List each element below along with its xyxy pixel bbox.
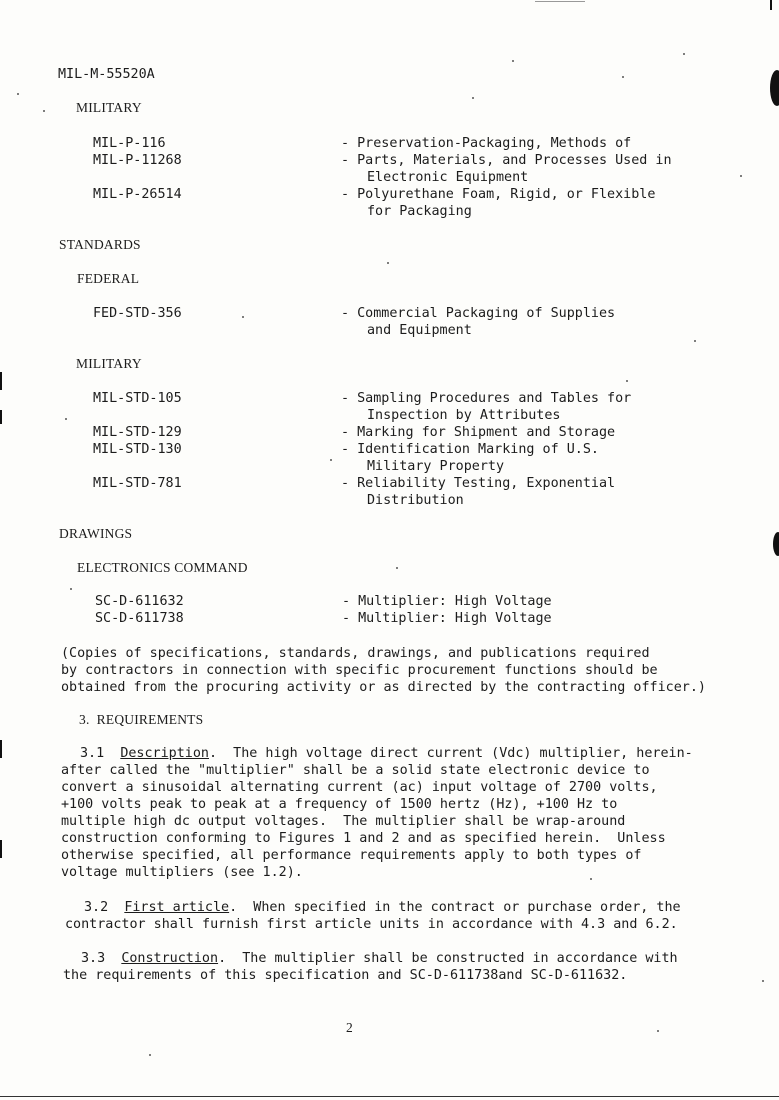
paragraph-number: 3.1: [80, 746, 105, 761]
ref-desc: - Multiplier: High Voltage: [342, 594, 552, 609]
speck: [626, 380, 628, 382]
paragraph-line: after called the "multiplier" shall be a solid state electronic device to: [61, 763, 650, 778]
paragraph-line: the requirements of this specification and SC-D-611738and SC-D-611632.: [63, 968, 628, 983]
ref-desc: - Marking for Shipment and Storage: [341, 425, 616, 440]
paragraph-line: convert a sinusoidal alternating current (ac) input voltage of 2700 volts,: [61, 780, 658, 795]
speck: [70, 588, 72, 590]
speck: [683, 53, 685, 55]
paragraph-line: contractor shall furnish first article units in accordance with 4.3 and 6.2.: [65, 917, 678, 932]
ref-desc: - Preservation-Packaging, Methods of: [341, 136, 632, 151]
paragraph-number: 3.3: [81, 951, 106, 966]
scan-top-rule: [535, 1, 585, 2]
ref-desc: - Identification Marking of U.S.: [341, 442, 599, 457]
sub-heading-electronics-command: ELECTRONICS COMMAND: [77, 560, 248, 575]
sub-heading-military: MILITARY: [76, 356, 142, 371]
ref-desc-cont: Military Property: [367, 459, 505, 474]
paragraph-line: multiple high dc output voltages. The multiplier shall be wrap-around: [61, 814, 626, 829]
paragraph-line: voltage multipliers (see 1.2).: [61, 865, 303, 880]
speck: [590, 878, 592, 880]
speck: [387, 262, 389, 264]
speck: [149, 1054, 151, 1056]
ref-code: SC-D-611738: [95, 611, 184, 626]
speck: [512, 60, 514, 62]
scan-mark-left-3: [0, 740, 2, 758]
ref-code: MIL-STD-105: [93, 391, 182, 406]
speck: [740, 175, 742, 177]
ref-desc: - Multiplier: High Voltage: [342, 611, 552, 626]
paragraph-title: Construction: [121, 951, 219, 966]
scan-mark-mid-right: [773, 532, 779, 556]
ref-code: MIL-P-26514: [93, 187, 182, 202]
ref-code: FED-STD-356: [93, 306, 182, 321]
ref-code: MIL-STD-781: [93, 476, 182, 491]
paragraph-3-2-first-line: [84, 899, 681, 916]
ref-code: MIL-P-116: [93, 136, 166, 151]
section-heading-drawings: DRAWINGS: [59, 526, 133, 541]
ref-desc-cont: Inspection by Attributes: [367, 408, 561, 423]
ref-code: MIL-STD-129: [93, 425, 182, 440]
scan-mark-left-4: [0, 840, 2, 858]
paragraph-number: 3.2: [84, 900, 109, 915]
copies-note-line: (Copies of specifications, standards, drawings, and publications required: [61, 646, 650, 661]
page-number: 2: [346, 1020, 353, 1035]
ref-desc-cont: and Equipment: [367, 323, 472, 338]
scan-mark-top-right-edge: [770, 0, 772, 10]
speck: [694, 340, 696, 342]
ref-code: MIL-STD-130: [93, 442, 182, 457]
speck: [330, 459, 332, 461]
copies-note-line: obtained from the procuring activity or as directed by the contracting officer.): [61, 680, 706, 695]
scan-mark-left-1: [0, 372, 2, 390]
ref-desc: - Parts, Materials, and Processes Used in: [341, 153, 672, 168]
section-heading-requirements: 3. REQUIREMENTS: [79, 712, 204, 727]
sub-heading-federal: FEDERAL: [77, 271, 140, 286]
section-heading-military: MILITARY: [76, 100, 142, 115]
speck: [396, 567, 398, 569]
ref-desc: - Commercial Packaging of Supplies: [341, 306, 616, 321]
paragraph-text: . The high voltage direct current (Vdc) multiplier, herein-: [209, 746, 693, 761]
section-heading-standards: STANDARDS: [59, 237, 141, 252]
speck: [43, 110, 45, 112]
paragraph-text: . When specified in the contract or purchase order, the: [229, 900, 681, 915]
paragraph-3-1-first-line: [80, 745, 693, 762]
speck: [622, 76, 624, 78]
ref-desc: - Polyurethane Foam, Rigid, or Flexible: [341, 187, 656, 202]
paragraph-text: . The multiplier shall be constructed in accordance with: [218, 951, 678, 966]
speck: [657, 1030, 659, 1032]
speck: [472, 97, 474, 99]
ref-code: MIL-P-11268: [93, 153, 182, 168]
ref-desc: - Sampling Procedures and Tables for: [341, 391, 632, 406]
ref-desc: - Reliability Testing, Exponential: [341, 476, 616, 491]
ref-desc-cont: for Packaging: [367, 204, 472, 219]
ref-desc-cont: Electronic Equipment: [367, 170, 529, 185]
speck: [65, 418, 67, 420]
speck: [762, 980, 764, 982]
paragraph-3-3-first-line: [81, 950, 678, 967]
paragraph-title: First article: [124, 900, 230, 915]
scan-bottom-rule: [0, 1096, 779, 1097]
paragraph-line: +100 volts peak to peak at a frequency of 1500 hertz (Hz), +100 Hz to: [61, 797, 618, 812]
ref-desc-cont: Distribution: [367, 493, 464, 508]
paragraph-line: construction conforming to Figures 1 and 2 and as specified herein. Unless: [61, 831, 666, 846]
paragraph-title: Description: [120, 746, 209, 761]
scan-mark-left-2: [0, 410, 2, 424]
document-id: MIL-M-55520A: [58, 67, 155, 82]
copies-note-line: by contractors in connection with specific procurement functions should be: [61, 663, 658, 678]
ref-code: SC-D-611632: [95, 594, 184, 609]
speck: [17, 93, 19, 95]
speck: [242, 316, 244, 318]
scan-mark-top-right: [770, 70, 779, 106]
paragraph-line: otherwise specified, all performance requirements apply to both types of: [61, 848, 642, 863]
